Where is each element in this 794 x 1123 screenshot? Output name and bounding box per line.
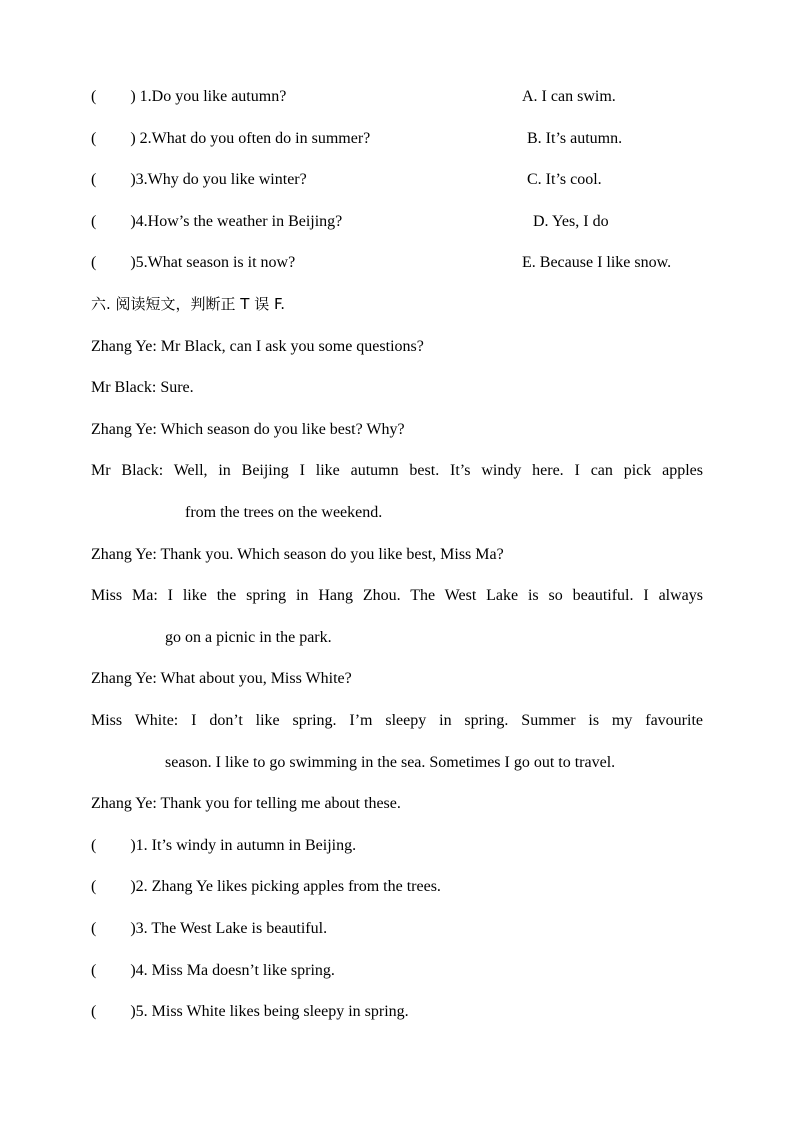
dialogue-line: Miss White: I don’t like spring. I’m sleepy in spring. Summer is my favourite xyxy=(91,712,703,729)
answer-paren-close: ) xyxy=(130,254,136,271)
answer-paren-close: ) xyxy=(130,1003,136,1020)
answer-paren-open: ( xyxy=(91,130,97,147)
answer-paren-close: ) xyxy=(130,88,136,105)
answer-paren-open: ( xyxy=(91,88,97,105)
answer-paren-close: ) xyxy=(130,962,136,979)
dialogue-line-continued: go on a picnic in the park. xyxy=(165,629,332,646)
statement-text: 1. It’s windy in autumn in Beijing. xyxy=(135,837,357,854)
answer-paren-close: ) xyxy=(130,878,136,895)
answer-paren-open: ( xyxy=(91,837,97,854)
dialogue-line: Miss Ma: I like the spring in Hang Zhou. The West Lake is so beautiful. I always xyxy=(91,587,703,604)
match-question-3 xyxy=(91,172,307,188)
answer-paren-close: ) xyxy=(130,920,136,937)
match-option-e: E. Because I like snow. xyxy=(522,254,672,271)
dialogue-line: Zhang Ye: Mr Black, can I ask you some questions? xyxy=(91,338,424,355)
dialogue-line: Zhang Ye: Thank you for telling me about these. xyxy=(91,795,401,812)
question-text: 1.Do you like autumn? xyxy=(135,88,287,105)
answer-paren-open: ( xyxy=(91,254,97,271)
judge-item-2 xyxy=(91,879,441,895)
dialogue-line: Mr Black: Well, in Beijing I like autumn best. It’s windy here. I can pick apples xyxy=(91,462,703,479)
question-text: 2.What do you often do in summer? xyxy=(135,130,371,147)
match-option-c: C. It’s cool. xyxy=(527,171,602,188)
dialogue-line: Zhang Ye: What about you, Miss White? xyxy=(91,670,352,687)
statement-text: 3. The West Lake is beautiful. xyxy=(135,920,328,937)
judge-item-3 xyxy=(91,921,327,937)
dialogue-line: Mr Black: Sure. xyxy=(91,379,194,396)
match-question-5 xyxy=(91,255,295,271)
answer-paren-close: ) xyxy=(130,837,136,854)
match-option-a: A. I can swim. xyxy=(522,88,616,105)
answer-paren-close: ) xyxy=(130,213,136,230)
judge-item-1 xyxy=(91,838,356,854)
answer-paren-close: ) xyxy=(130,171,136,188)
match-question-1 xyxy=(91,89,286,105)
answer-paren-open: ( xyxy=(91,213,97,230)
statement-text: 4. Miss Ma doesn’t like spring. xyxy=(135,962,335,979)
answer-paren-open: ( xyxy=(91,962,97,979)
statement-text: 2. Zhang Ye likes picking apples from the trees. xyxy=(135,878,441,895)
answer-paren-open: ( xyxy=(91,920,97,937)
match-question-4 xyxy=(91,214,342,230)
dialogue-line: Zhang Ye: Thank you. Which season do you like best, Miss Ma? xyxy=(91,546,504,563)
dialogue-line-continued: season. I like to go swimming in the sea. Sometimes I go out to travel. xyxy=(165,754,616,771)
answer-paren-close: ) xyxy=(130,130,136,147)
judge-item-4 xyxy=(91,963,335,979)
statement-text: 5. Miss White likes being sleepy in spring. xyxy=(135,1003,409,1020)
dialogue-line-continued: from the trees on the weekend. xyxy=(185,504,383,521)
dialogue-line: Zhang Ye: Which season do you like best? Why? xyxy=(91,421,405,438)
match-option-d: D. Yes, I do xyxy=(533,213,609,230)
answer-paren-open: ( xyxy=(91,171,97,188)
match-question-2 xyxy=(91,131,370,147)
section-heading: 六. 阅读短文，判断正 T 误 F. xyxy=(91,295,285,313)
question-text: 4.How’s the weather in Beijing? xyxy=(135,213,343,230)
judge-item-5 xyxy=(91,1004,409,1020)
question-text: 3.Why do you like winter? xyxy=(135,171,307,188)
match-option-b: B. It’s autumn. xyxy=(527,130,623,147)
answer-paren-open: ( xyxy=(91,1003,97,1020)
answer-paren-open: ( xyxy=(91,878,97,895)
question-text: 5.What season is it now? xyxy=(135,254,296,271)
